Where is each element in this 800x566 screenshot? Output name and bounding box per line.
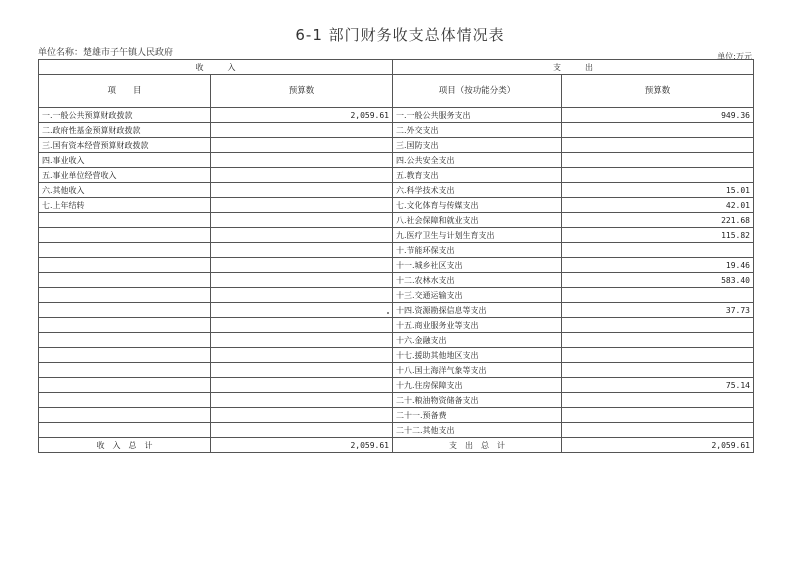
expense-item-cell: 二十一.预备费: [393, 408, 562, 423]
expense-amount-cell: 75.14: [562, 378, 754, 393]
income-section-header: 收 入: [39, 60, 393, 75]
income-amount-cell: [211, 123, 393, 138]
expense-amount-cell: 37.73: [562, 303, 754, 318]
expense-amount-cell: 19.46: [562, 258, 754, 273]
unit-name-label: 单位名称：楚雄市子午镇人民政府: [38, 48, 174, 58]
expense-item-cell: 八.社会保障和就业支出: [393, 213, 562, 228]
table-row: [39, 318, 754, 333]
expense-item-cell: 十七.援助其他地区支出: [393, 348, 562, 363]
finance-summary-table: [38, 59, 754, 453]
expense-amount-cell: [562, 123, 754, 138]
income-item-cell: [39, 348, 211, 363]
income-amount-cell: [211, 333, 393, 348]
income-amount-cell: [211, 183, 393, 198]
income-item-cell: 五.事业单位经营收入: [39, 168, 211, 183]
table-row: [39, 213, 754, 228]
income-amount-cell: [211, 213, 393, 228]
expense-amount-cell: 583.40: [562, 273, 754, 288]
income-amount-cell: [211, 363, 393, 378]
income-amount-cell: 2,059.61: [211, 108, 393, 123]
income-amount-cell: [211, 258, 393, 273]
income-item-cell: [39, 378, 211, 393]
table-row: [39, 363, 754, 378]
income-amount-cell: [211, 273, 393, 288]
table-row: [39, 198, 754, 213]
income-item-cell: [39, 288, 211, 303]
income-item-cell: 七.上年结转: [39, 198, 211, 213]
column-header-row: [39, 75, 754, 108]
expense-item-cell: 十一.城乡社区支出: [393, 258, 562, 273]
expense-amount-cell: [562, 153, 754, 168]
expense-amount-cell: [562, 423, 754, 438]
expense-amount-cell: 115.82: [562, 228, 754, 243]
expense-item-cell: 十五.商业服务业等支出: [393, 318, 562, 333]
expense-item-cell: 十三.交通运输支出: [393, 288, 562, 303]
income-item-cell: [39, 243, 211, 258]
expense-amount-cell: [562, 138, 754, 153]
expense-item-header: 项目（按功能分类）: [393, 75, 562, 108]
stray-dot-mark: [387, 312, 389, 314]
expense-item-cell: 三.国防支出: [393, 138, 562, 153]
income-item-cell: [39, 213, 211, 228]
income-total-amount: 2,059.61: [211, 438, 393, 453]
expense-item-cell: 十六.金融支出: [393, 333, 562, 348]
expense-amount-cell: [562, 288, 754, 303]
income-item-cell: 六.其他收入: [39, 183, 211, 198]
table-row: [39, 303, 754, 318]
income-item-cell: [39, 273, 211, 288]
income-item-cell: [39, 303, 211, 318]
income-amount-cell: [211, 138, 393, 153]
table-row: [39, 408, 754, 423]
expense-item-cell: 二.外交支出: [393, 123, 562, 138]
table-row: [39, 243, 754, 258]
table-row: [39, 393, 754, 408]
income-amount-cell: [211, 228, 393, 243]
expense-item-cell: 七.文化体育与传媒支出: [393, 198, 562, 213]
expense-item-cell: 十九.住房保障支出: [393, 378, 562, 393]
expense-item-cell: 二十.粮油物资储备支出: [393, 393, 562, 408]
expense-amount-cell: [562, 333, 754, 348]
income-amount-cell: [211, 243, 393, 258]
expense-item-cell: 二十二.其他支出: [393, 423, 562, 438]
income-amount-cell: [211, 318, 393, 333]
table-row: [39, 138, 754, 153]
table-row: [39, 258, 754, 273]
expense-item-cell: 十.节能环保支出: [393, 243, 562, 258]
expense-amount-cell: [562, 318, 754, 333]
income-item-cell: [39, 228, 211, 243]
income-item-cell: [39, 318, 211, 333]
currency-unit-label: 单位:万元: [717, 52, 752, 61]
expense-item-cell: 五.教育支出: [393, 168, 562, 183]
expense-amount-cell: 42.01: [562, 198, 754, 213]
income-item-cell: 一.一般公共预算财政拨款: [39, 108, 211, 123]
expense-amount-cell: [562, 393, 754, 408]
income-item-cell: [39, 423, 211, 438]
income-item-cell: [39, 333, 211, 348]
income-item-cell: 二.政府性基金预算财政拨款: [39, 123, 211, 138]
expense-amount-cell: [562, 363, 754, 378]
income-item-cell: 三.国有资本经营预算财政拨款: [39, 138, 211, 153]
income-amount-cell: [211, 348, 393, 363]
expense-amount-cell: 15.01: [562, 183, 754, 198]
table-row: [39, 183, 754, 198]
income-amount-cell: [211, 303, 393, 318]
income-item-cell: [39, 393, 211, 408]
expense-total-amount: 2,059.61: [562, 438, 754, 453]
income-amount-cell: [211, 378, 393, 393]
expense-amount-cell: [562, 168, 754, 183]
expense-amount-cell: [562, 348, 754, 363]
income-item-cell: [39, 258, 211, 273]
expense-item-cell: 十二.农林水支出: [393, 273, 562, 288]
income-total-label: 收 入 总 计: [39, 438, 211, 453]
expense-item-cell: 十八.国土海洋气象等支出: [393, 363, 562, 378]
income-amount-cell: [211, 408, 393, 423]
income-amount-cell: [211, 198, 393, 213]
expense-budget-header: 预算数: [562, 75, 754, 108]
income-item-cell: [39, 363, 211, 378]
income-amount-cell: [211, 288, 393, 303]
table-row: [39, 273, 754, 288]
expense-item-cell: 四.公共安全支出: [393, 153, 562, 168]
totals-row: [39, 438, 754, 453]
table-row: [39, 228, 754, 243]
income-item-header: 项 目: [39, 75, 211, 108]
expense-total-label: 支 出 总 计: [393, 438, 562, 453]
income-item-cell: 四.事业收入: [39, 153, 211, 168]
income-amount-cell: [211, 153, 393, 168]
table-row: [39, 423, 754, 438]
expense-item-cell: 六.科学技术支出: [393, 183, 562, 198]
expense-section-header: 支 出: [393, 60, 754, 75]
table-row: [39, 153, 754, 168]
table-row: [39, 123, 754, 138]
expense-item-cell: 九.医疗卫生与计划生育支出: [393, 228, 562, 243]
table-row: [39, 348, 754, 363]
expense-item-cell: 十四.资源勘探信息等支出: [393, 303, 562, 318]
table-row: [39, 378, 754, 393]
section-header-row: [39, 60, 754, 75]
income-budget-header: 预算数: [211, 75, 393, 108]
table-row: [39, 168, 754, 183]
income-amount-cell: [211, 423, 393, 438]
income-amount-cell: [211, 393, 393, 408]
table-row: [39, 288, 754, 303]
page-title: 6-1 部门财务收支总体情况表: [295, 26, 505, 44]
expense-amount-cell: 949.36: [562, 108, 754, 123]
expense-item-cell: 一.一般公共服务支出: [393, 108, 562, 123]
income-item-cell: [39, 408, 211, 423]
table-row: [39, 333, 754, 348]
expense-amount-cell: [562, 408, 754, 423]
income-amount-cell: [211, 168, 393, 183]
expense-amount-cell: [562, 243, 754, 258]
table-row: [39, 108, 754, 123]
expense-amount-cell: 221.68: [562, 213, 754, 228]
